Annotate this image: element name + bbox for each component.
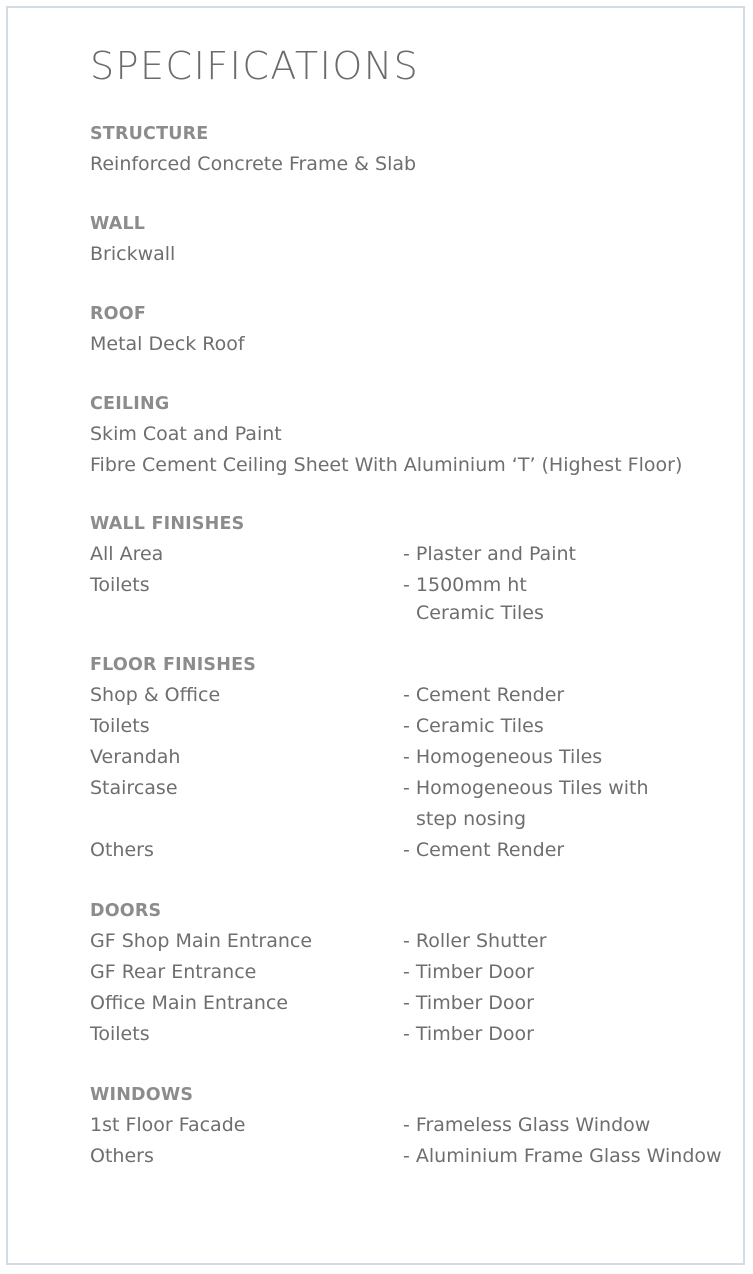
spec-row <box>90 1110 743 1141</box>
page-title: SPECIFICATIONS <box>90 44 420 88</box>
spec-row <box>90 539 743 570</box>
spec-value: - Ceramic Tiles <box>403 715 544 737</box>
spec-line: Skim Coat and Paint <box>90 423 282 445</box>
spec-value: - Cement Render <box>403 839 565 861</box>
spec-value: - Roller Shutter <box>403 930 547 952</box>
spec-value: - Homogeneous Tiles with <box>403 777 649 799</box>
section-heading: FLOOR FINISHES <box>90 655 257 675</box>
spec-row <box>90 773 743 835</box>
spec-line: Metal Deck Roof <box>90 333 245 355</box>
spec-row <box>90 1141 743 1172</box>
spec-item: All Area <box>90 543 164 565</box>
section-structure <box>90 123 743 180</box>
spec-item: Verandah <box>90 746 181 768</box>
section-wall-finishes <box>90 513 743 626</box>
spec-row <box>90 1019 743 1050</box>
spec-item: Toilets <box>90 1023 150 1045</box>
spec-item: Shop & Office <box>90 684 221 706</box>
spec-row <box>90 835 743 866</box>
section-heading: WALL FINISHES <box>90 514 245 534</box>
section-heading: WINDOWS <box>90 1085 194 1105</box>
spec-row <box>90 742 743 773</box>
spec-line: Fibre Cement Ceiling Sheet With Aluminium ‘T’ (Highest Floor) <box>90 454 683 476</box>
spec-row <box>90 570 743 626</box>
spec-row <box>90 957 743 988</box>
spec-value-continued: Ceramic Tiles <box>416 602 544 624</box>
section-roof <box>90 303 743 360</box>
section-heading: CEILING <box>90 394 170 414</box>
spec-item: 1st Floor Facade <box>90 1114 246 1136</box>
spec-item: GF Shop Main Entrance <box>90 930 313 952</box>
spec-line: Reinforced Concrete Frame & Slab <box>90 153 417 175</box>
spec-item: Others <box>90 1145 154 1167</box>
spec-value: - Frameless Glass Window <box>403 1114 651 1136</box>
section-ceiling <box>90 393 743 481</box>
spec-value: - Plaster and Paint <box>403 543 576 565</box>
spec-row <box>90 680 743 711</box>
spec-item: Staircase <box>90 777 178 799</box>
spec-value: - 1500mm ht <box>403 574 527 596</box>
spec-item: Office Main Entrance <box>90 992 289 1014</box>
spec-row <box>90 926 743 957</box>
spec-row <box>90 711 743 742</box>
spec-item: GF Rear Entrance <box>90 961 257 983</box>
section-heading: STRUCTURE <box>90 124 209 144</box>
spec-line: Brickwall <box>90 243 176 265</box>
spec-value-continued: step nosing <box>416 808 527 830</box>
section-wall <box>90 213 743 270</box>
spec-value: - Homogeneous Tiles <box>403 746 603 768</box>
spec-value: - Timber Door <box>403 1023 534 1045</box>
section-heading: WALL <box>90 214 146 234</box>
spec-item: Toilets <box>90 574 150 596</box>
page-border <box>6 6 745 1265</box>
section-heading: ROOF <box>90 304 146 324</box>
spec-item: Others <box>90 839 154 861</box>
section-heading: DOORS <box>90 901 162 921</box>
spec-item: Toilets <box>90 715 150 737</box>
spec-value: - Timber Door <box>403 961 534 983</box>
spec-value: - Cement Render <box>403 684 565 706</box>
spec-value: - Aluminium Frame Glass Window <box>403 1145 722 1167</box>
section-doors <box>90 900 743 1050</box>
section-windows <box>90 1084 743 1172</box>
spec-value: - Timber Door <box>403 992 534 1014</box>
spec-row <box>90 988 743 1019</box>
section-floor-finishes <box>90 654 743 866</box>
